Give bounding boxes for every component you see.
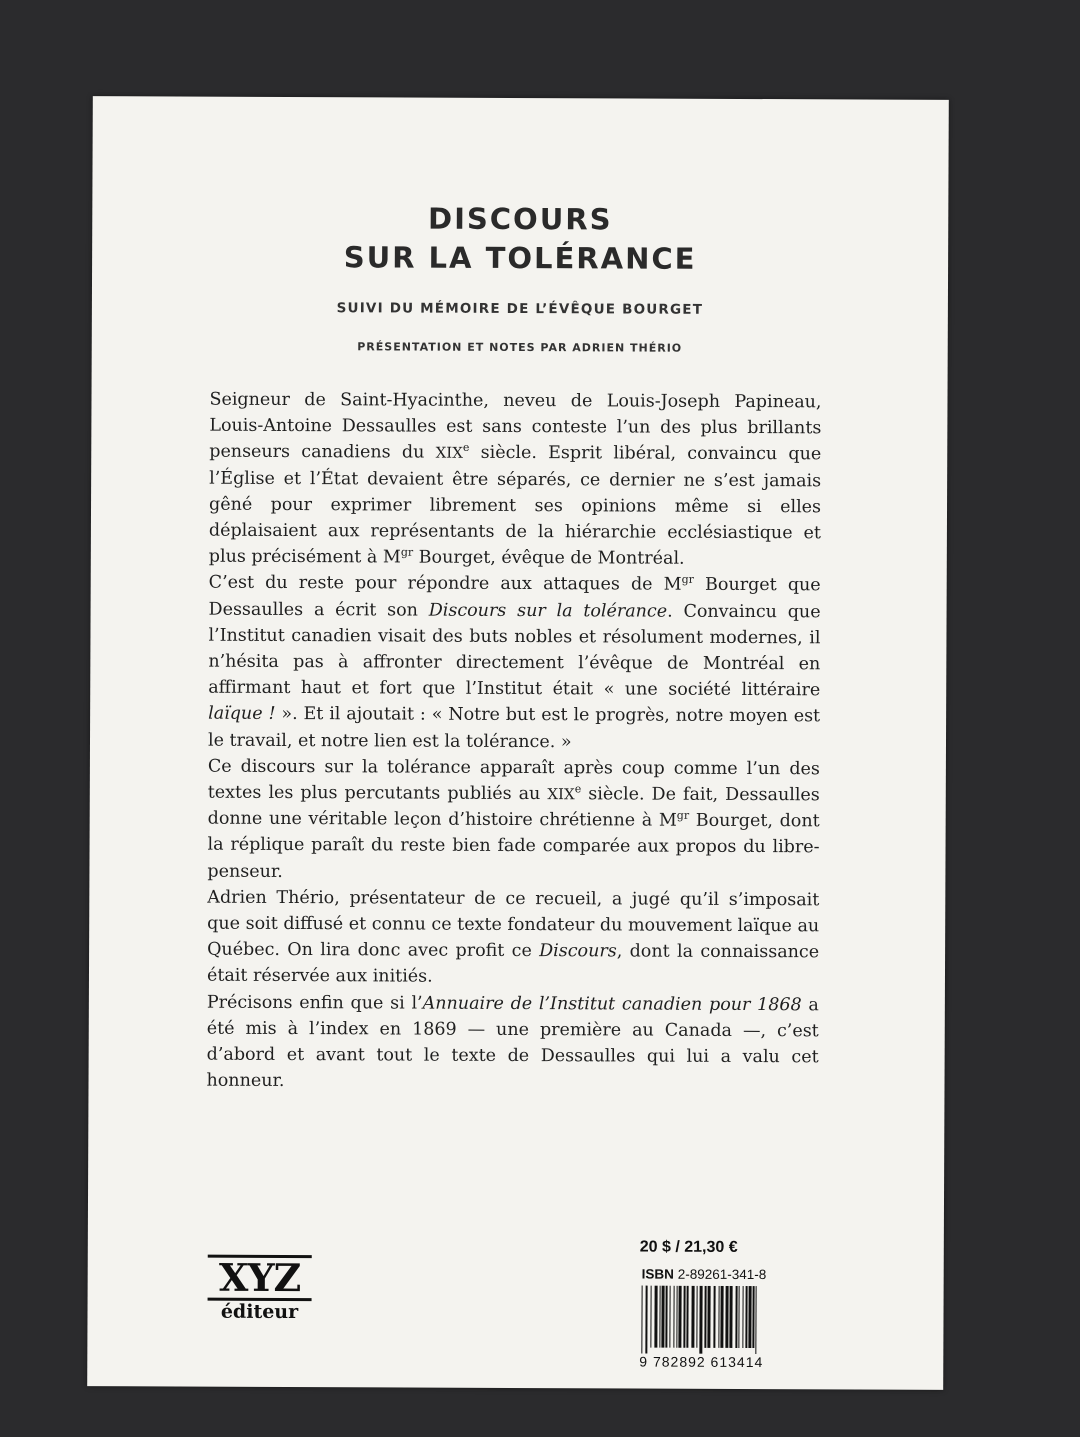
barcode-area bbox=[639, 1267, 809, 1371]
paragraph-3: Ce discours sur la tolérance apparaît après coup comme l’un des textes les plus percutants publiés au XIXe siècle. De fait, Dessaulles donne une véritable leçon d’histoire chrétienne à $M^{gr}$ Bourget, dont la réplique paraît du reste bien fade comparée aux propos du libre-penseur. bbox=[207, 756, 820, 882]
credits-line: PRÉSENTATION ET NOTES PAR ADRIEN THÉRIO bbox=[357, 340, 683, 355]
barcode-digits: 9 782892 613414 bbox=[639, 1353, 764, 1371]
publisher-logo-subtext: éditeur bbox=[220, 1300, 299, 1324]
publisher-logo bbox=[200, 1255, 318, 1324]
title-line-2: SUR LA TOLÉRANCE bbox=[343, 240, 697, 276]
subtitle: SUIVI DU MÉMOIRE DE L’ÉVÊQUE BOURGET bbox=[336, 300, 704, 318]
blurb-text bbox=[206, 387, 821, 1097]
price-label: 20 $ / 21,30 € bbox=[639, 1238, 738, 1256]
title-line-1: DISCOURS bbox=[427, 201, 613, 237]
barcode-icon bbox=[639, 1286, 807, 1355]
isbn-line bbox=[642, 1267, 810, 1283]
publisher-logo-mark: XYZ bbox=[208, 1255, 312, 1301]
paragraph-5: Précisons enfin que si l’Annuaire de l’Institut canadien pour 1868 a été mis à l’index en 1869 — une première au Canada —, c’est d’abord et avant tout le texte de Dessaulles qui lui a valu cet honneur. bbox=[206, 992, 819, 1092]
isbn-label: ISBN bbox=[641, 1266, 674, 1282]
paragraph-1: Seigneur de Saint-Hyacinthe, neveu de Louis-Joseph Papineau, Louis-Antoine Dessaulles est sans conteste l’un des plus brillants penseurs canadiens du XIXe siècle. Esprit libéral, convaincu que l’Église et l’État devaient être séparés, ce dernier ne s’est jamais gêné pour exprimer librement ses opinions même si elles déplaisaient aux représentants de la hiérarchie ecclésiastique et plus précisément à $M^{gr}$ Bourget, évêque de Montréal. bbox=[208, 389, 822, 569]
book-back-cover bbox=[87, 96, 949, 1390]
paragraph-4: Adrien Thério, présentateur de ce recueil, a jugé qu’il s’imposait que soit diffusé et connu ce texte fondateur du mouvement laïque au Québec. On lira donc avec profit ce Discours, dont la connaissance était réservée aux initiés. bbox=[206, 887, 820, 988]
paragraph-2: C’est du reste pour répondre aux attaques de $M^{gr}$ Bourget que Dessaulles a écrit son Discours sur la tolérance. Convaincu que l’Institut canadien visait des buts nobles et résolument modernes, il n’hésita pas à affronter directement l’évêque de Montréal en affirmant haut et fort que l’Institut était « une société littéraire laïque ! ». Et il ajoutait : « Notre but est le progrès, notre moyen est le travail, et notre lien est la tolérance. » bbox=[207, 573, 821, 752]
isbn-number: 2-89261-341-8 bbox=[677, 1266, 767, 1283]
